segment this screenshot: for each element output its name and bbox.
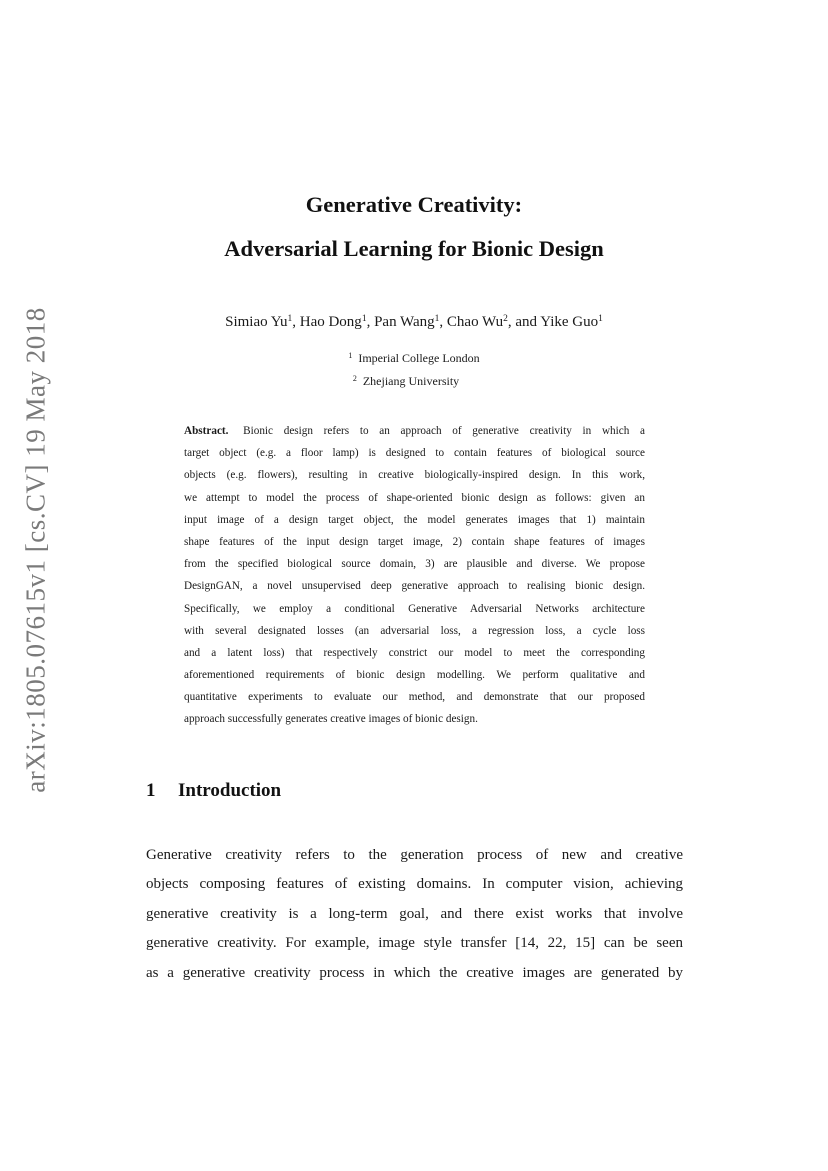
affiliation: $^2$ Zhejiang University [352, 374, 460, 388]
abstract-line: target object (e.g. a floor lamp) is designed to contain features of biological source [184, 447, 645, 460]
author: Yike Guo$^1$ [540, 314, 603, 330]
abstract-line: from the specified biological source domain, 3) are plausible and diverse. We propose [184, 558, 645, 571]
abstract-line: objects (e.g. flowers), resulting in creative biologically-inspired design. In this work, [184, 469, 645, 482]
abstract-line: Specifically, we employ a conditional Generative Adversarial Networks architecture [184, 602, 645, 615]
abstract-line: DesignGAN, a novel unsupervised deep generative approach to realising bionic design. [184, 580, 645, 593]
author: Chao Wu$^2$, and [446, 314, 541, 330]
body-line: generative creativity is a long-term goal, and there exist works that involve [146, 905, 683, 922]
body-line: Generative creativity refers to the generation process of new and creative [146, 847, 683, 863]
abstract-line: quantitative experiments to evaluate our method, and demonstrate that our proposed [184, 691, 645, 704]
body-line: objects composing features of existing domains. In computer vision, achieving [146, 876, 683, 893]
author: Hao Dong$^1$, [299, 314, 375, 330]
abstract-line: Abstract. Bionic design refers to an approach of generative creativity in which a [184, 425, 646, 437]
abstract [184, 420, 645, 731]
abstract-line: with several designated losses (an adversarial loss, a regression loss, a cycle loss [184, 624, 645, 637]
author-list [0, 314, 828, 331]
author: Pan Wang$^1$, [374, 314, 447, 330]
abstract-line: aforementioned requirements of bionic design modelling. We perform qualitative and [184, 669, 645, 682]
paper-title-line-2: Adversarial Learning for Bionic Design [224, 236, 604, 261]
arxiv-identifier: arXiv:1805.07615v1 [cs.CV] 19 May 2018 [20, 307, 51, 793]
abstract-line: we attempt to model the process of shape-oriented bionic design as follows: given an [184, 491, 645, 504]
abstract-line: input image of a design target object, the model generates images that 1) maintain [184, 513, 645, 526]
paper-title-line-1: Generative Creativity: [305, 192, 523, 217]
body-line: as a generative creativity process in which the creative images are generated by [146, 964, 683, 981]
abstract-label: Abstract. [184, 425, 229, 437]
body-paragraph [146, 841, 683, 988]
affiliation: $^1$ Imperial College London [348, 351, 480, 365]
body-line: generative creativity. For example, image style transfer [14, 22, 15] can be seen [146, 935, 683, 952]
section-heading [146, 780, 281, 802]
section-title: Introduction [178, 780, 282, 801]
author: Simiao Yu$^1$, [225, 314, 300, 330]
abstract-line: approach successfully generates creative images of bionic design. [184, 713, 478, 726]
abstract-line: shape features of the input design target image, 2) contain shape features of images [184, 535, 645, 548]
section-number: 1 [146, 780, 156, 801]
abstract-line: and a latent loss) that respectively constrict our model to meet the corresponding [184, 646, 645, 659]
